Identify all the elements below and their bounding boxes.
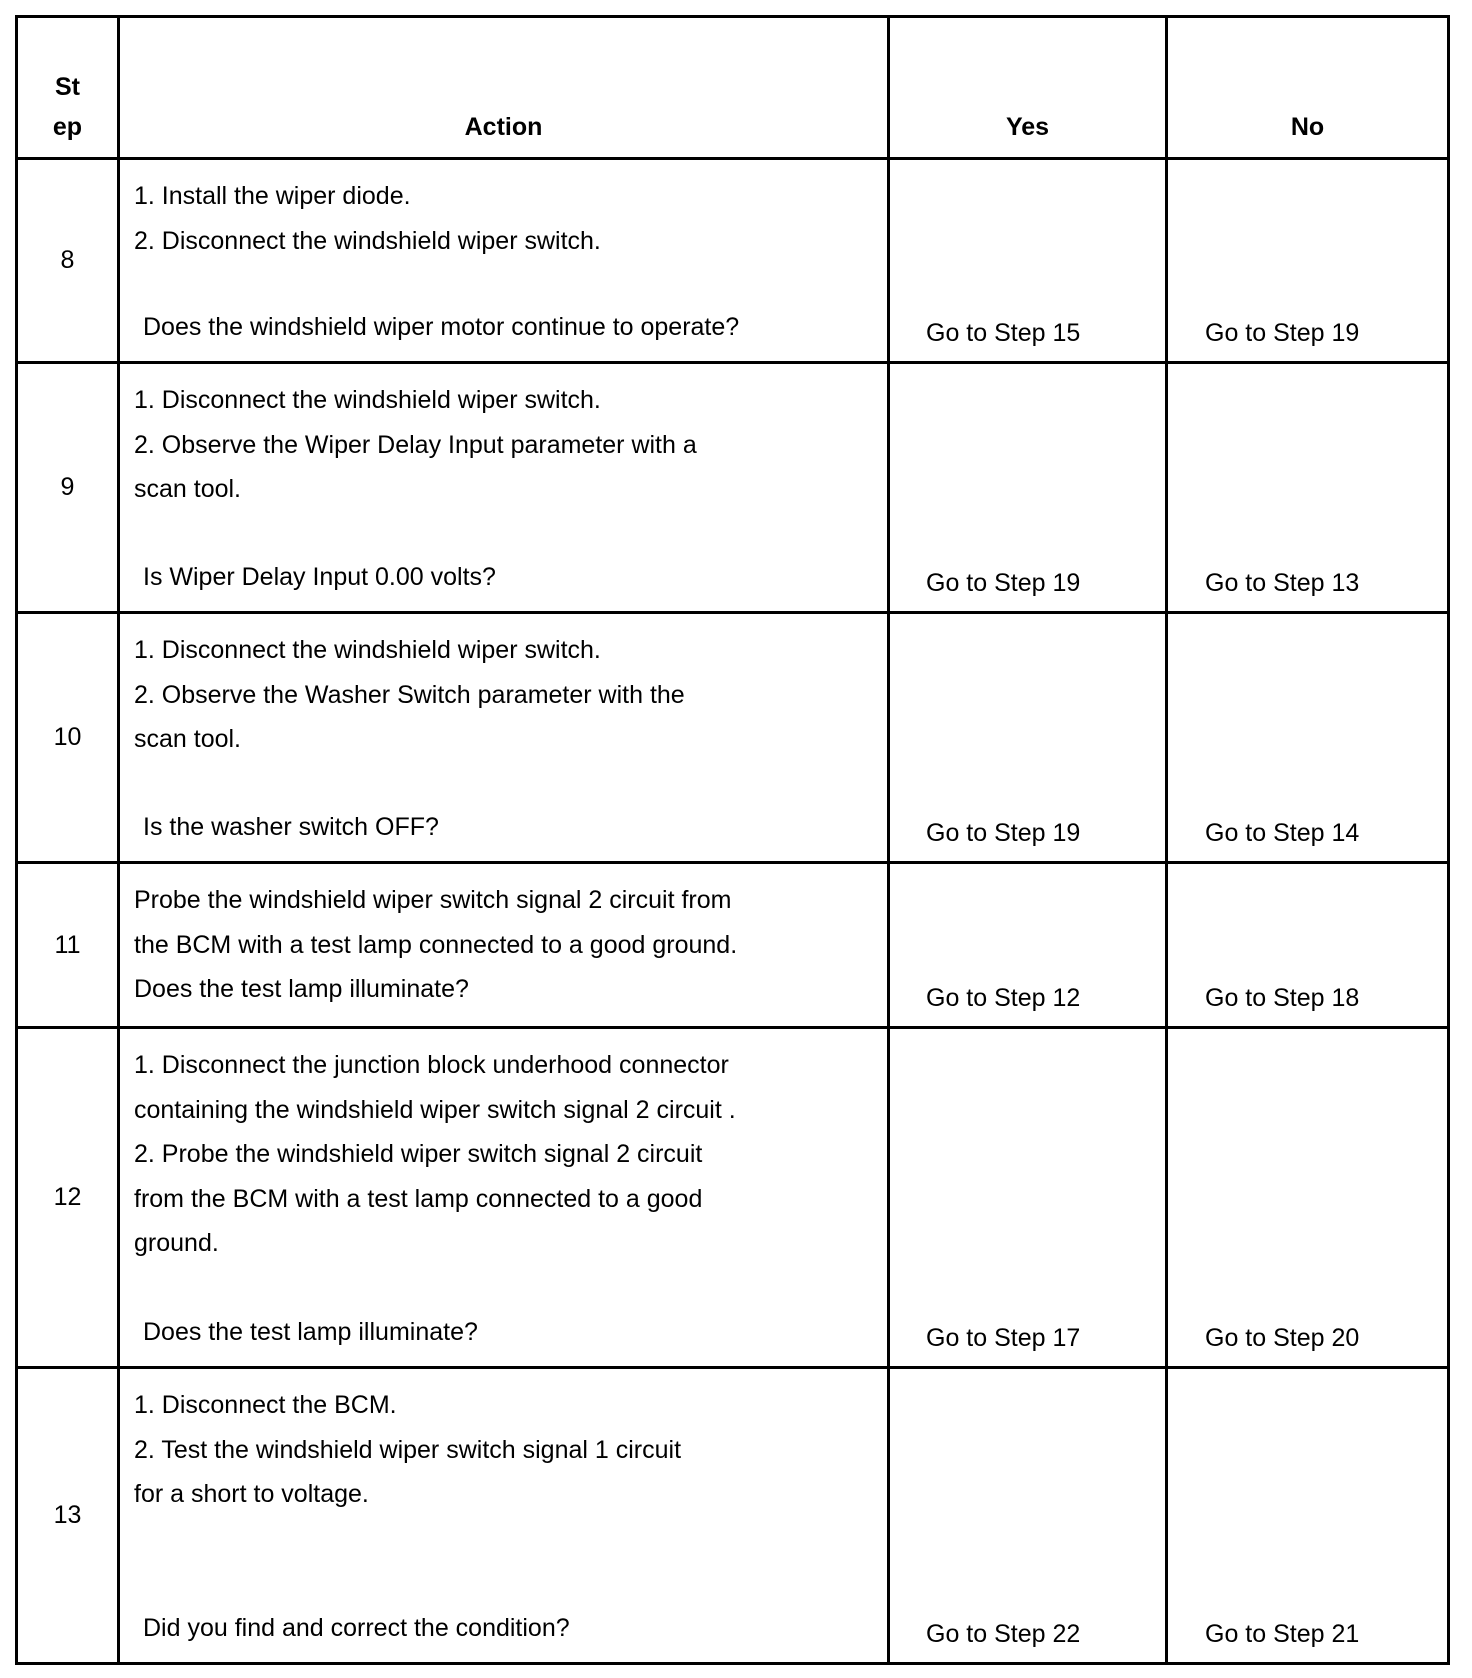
step-number: 11 (17, 863, 119, 1028)
no-cell: Go to Step 18 (1167, 863, 1449, 1028)
action-line: the BCM with a test lamp connected to a good ground. (134, 930, 738, 959)
yes-cell: Go to Step 17 (889, 1028, 1167, 1368)
action-line: Probe the windshield wiper switch signal 2 circuit from (134, 886, 732, 914)
no-cell: Go to Step 21 (1167, 1368, 1449, 1664)
no-cell: Go to Step 14 (1167, 613, 1449, 863)
action-line: 2. Observe the Washer Switch parameter with the (134, 680, 685, 709)
table-row (17, 159, 1449, 363)
action-line: 2. Observe the Wiper Delay Input parameter with a (134, 430, 697, 459)
table-row (17, 613, 1449, 863)
header-no: No (1167, 17, 1449, 159)
step-number: 9 (17, 363, 119, 613)
action-line: 1. Disconnect the BCM. (134, 1391, 397, 1419)
action-cell (119, 363, 889, 613)
action-cell (119, 1368, 889, 1664)
action-line: 1. Disconnect the windshield wiper switch. (134, 636, 601, 664)
table-row (17, 363, 1449, 613)
action-line: from the BCM with a test lamp connected to a good (134, 1184, 703, 1213)
yes-cell: Go to Step 15 (889, 159, 1167, 363)
action-line: for a short to voltage. (134, 1480, 369, 1508)
action-line: containing the windshield wiper switch signal 2 circuit . (134, 1095, 736, 1124)
header-step-line-1: St (55, 73, 80, 101)
step-number: 10 (17, 613, 119, 863)
no-cell: Go to Step 19 (1167, 159, 1449, 363)
action-line: 2. Test the windshield wiper switch signal 1 circuit (134, 1435, 682, 1464)
action-question: Is Wiper Delay Input 0.00 volts? (143, 562, 496, 591)
action-line: scan tool. (134, 725, 242, 753)
diagnostic-table (15, 15, 1450, 1665)
header-row (17, 17, 1449, 159)
table-row (17, 1368, 1449, 1664)
yes-cell: Go to Step 19 (889, 613, 1167, 863)
step-number: 12 (17, 1028, 119, 1368)
header-yes: Yes (889, 17, 1167, 159)
yes-cell: Go to Step 12 (889, 863, 1167, 1028)
action-cell (119, 863, 889, 1028)
header-action: Action (119, 17, 889, 159)
action-line: 2. Probe the windshield wiper switch signal 2 circuit (134, 1140, 703, 1168)
troubleshooting-page (15, 15, 1450, 1665)
action-line: 1. Install the wiper diode. (134, 182, 411, 210)
action-line: 2. Disconnect the windshield wiper switch. (134, 226, 601, 255)
table-row (17, 863, 1449, 1028)
action-line: ground. (134, 1229, 219, 1257)
no-cell: Go to Step 20 (1167, 1028, 1449, 1368)
action-question: Does the windshield wiper motor continue to operate? (143, 312, 740, 341)
action-line: 1. Disconnect the junction block underhood connector (134, 1051, 729, 1079)
action-cell (119, 159, 889, 363)
header-step-line-2: ep (52, 113, 83, 141)
action-question: Is the washer switch OFF? (143, 812, 439, 841)
step-number: 8 (17, 159, 119, 363)
yes-cell: Go to Step 22 (889, 1368, 1167, 1664)
table-row (17, 1028, 1449, 1368)
action-question: Does the test lamp illuminate? (143, 1317, 478, 1346)
action-line: scan tool. (134, 475, 242, 503)
action-question: Did you find and correct the condition? (143, 1613, 570, 1642)
step-number: 13 (17, 1368, 119, 1664)
action-line: Does the test lamp illuminate? (134, 975, 469, 1003)
action-line: 1. Disconnect the windshield wiper switch. (134, 386, 601, 414)
action-cell (119, 1028, 889, 1368)
header-step (17, 17, 119, 159)
action-cell (119, 613, 889, 863)
no-cell: Go to Step 13 (1167, 363, 1449, 613)
yes-cell: Go to Step 19 (889, 363, 1167, 613)
